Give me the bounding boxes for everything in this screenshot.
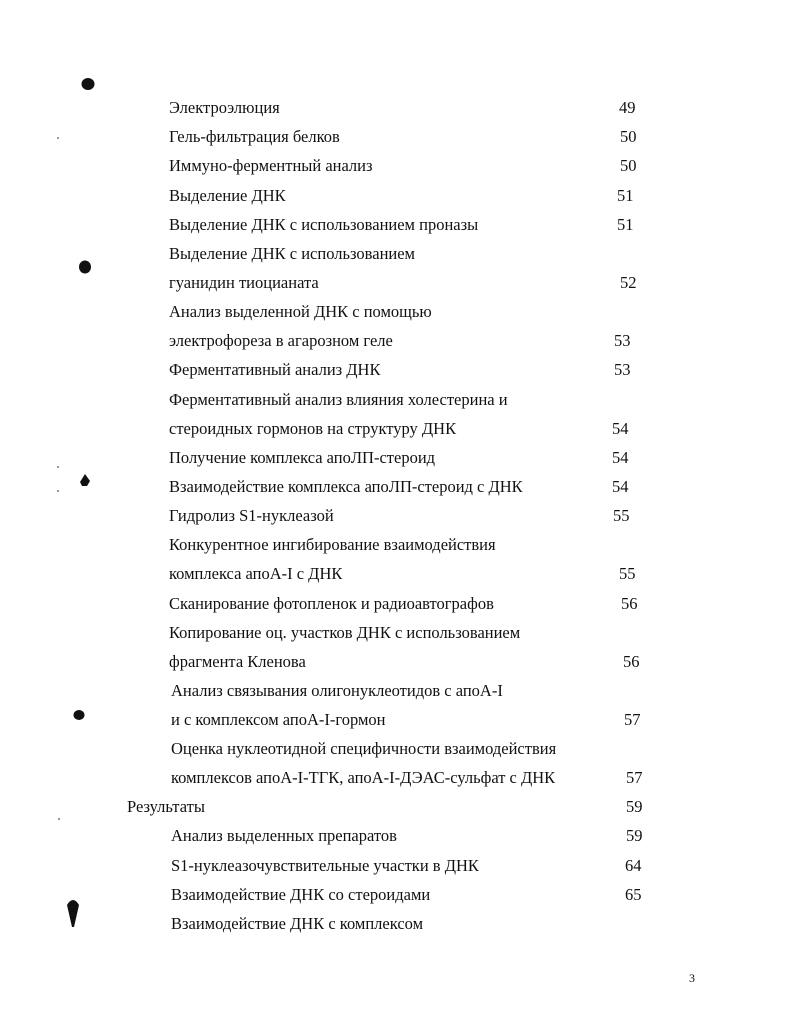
toc-entry-page: 51 bbox=[617, 186, 634, 205]
page-number: 3 bbox=[689, 971, 695, 985]
toc-entry-title: Выделение ДНК с использованием bbox=[169, 244, 415, 263]
toc-entry-page: 54 bbox=[612, 419, 629, 438]
toc-entry-page: 55 bbox=[619, 564, 636, 583]
section-heading: Результаты bbox=[127, 797, 205, 816]
punch-hole-blot bbox=[71, 707, 87, 723]
toc-entry-title: Взаимодействие ДНК с комплексом bbox=[171, 914, 424, 933]
toc-entry-title: стероидных гормонов на структуру ДНК bbox=[169, 419, 457, 438]
toc-entry-page: 56 bbox=[623, 652, 640, 671]
toc-entry-title: Взаимодействие ДНК со стероидами bbox=[171, 885, 431, 904]
toc-entry-title: Иммуно-ферментный анализ bbox=[169, 156, 373, 175]
toc-entry-title: Копирование оц. участков ДНК с использованием bbox=[169, 623, 521, 642]
toc-entry-page: 65 bbox=[625, 885, 642, 904]
toc-entry-title: Сканирование фотопленок и радиоавтографов bbox=[169, 594, 494, 613]
toc-entry-title: Получение комплекса апоЛП-стероид bbox=[169, 448, 436, 467]
toc-entry-page: 57 bbox=[624, 710, 641, 729]
toc-entry-page: 56 bbox=[621, 594, 638, 613]
toc-entry-title: Выделение ДНК с использованием проназы bbox=[169, 215, 479, 234]
toc-entry-title: гуанидин тиоцианата bbox=[169, 273, 319, 292]
toc-entry-title: Ферментативный анализ влияния холестерина и bbox=[169, 390, 508, 409]
punch-hole-blot bbox=[65, 897, 81, 929]
scan-speck bbox=[57, 466, 59, 468]
toc-entry-page: 50 bbox=[620, 156, 637, 175]
toc-entry-page: 57 bbox=[626, 768, 643, 787]
toc-entry-page: 54 bbox=[612, 448, 629, 467]
scan-speck bbox=[58, 818, 60, 820]
toc-entry-title: Анализ выделенных препаратов bbox=[171, 826, 397, 845]
punch-hole-blot bbox=[80, 76, 96, 92]
toc-entry-page: 52 bbox=[620, 273, 637, 292]
toc-entry-title: Конкурентное ингибирование взаимодействия bbox=[169, 535, 496, 554]
toc-entry-title: S1-нуклеазочувствительные участки в ДНК bbox=[171, 856, 479, 875]
toc-entry-page: 55 bbox=[613, 506, 630, 525]
punch-hole-blot bbox=[77, 472, 93, 488]
toc-entry-title: Электроэлюция bbox=[169, 98, 280, 117]
toc-entry-page: 59 bbox=[626, 797, 643, 816]
toc-entry-page: 59 bbox=[626, 826, 643, 845]
toc-entry-title: Анализ связывания олигонуклеотидов с апоА-I bbox=[171, 681, 503, 700]
toc-entry-page: 53 bbox=[614, 360, 631, 379]
toc-entry-page: 53 bbox=[614, 331, 631, 350]
toc-entry-title: комплекса апоА-I с ДНК bbox=[169, 564, 343, 583]
toc-entry-title: Взаимодействие комплекса апоЛП-стероид с ДНК bbox=[169, 477, 523, 496]
scan-speck bbox=[57, 137, 59, 139]
scan-speck bbox=[57, 490, 59, 492]
toc-entry-title: Гель-фильтрация белков bbox=[169, 127, 340, 146]
punch-hole-blot bbox=[77, 259, 93, 275]
toc-entry-title: электрофореза в агарозном геле bbox=[169, 331, 393, 350]
toc-entry-title: Выделение ДНК bbox=[169, 186, 286, 205]
toc-entry-title: фрагмента Кленова bbox=[169, 652, 306, 671]
toc-entry-title: и с комплексом апоА-I-гормон bbox=[171, 710, 386, 729]
toc-entry-title: Оценка нуклеотидной специфичности взаимодействия bbox=[171, 739, 557, 758]
toc-entry-title: Анализ выделенной ДНК с помощью bbox=[169, 302, 432, 321]
toc-entry-page: 54 bbox=[612, 477, 629, 496]
toc-entry-page: 64 bbox=[625, 856, 642, 875]
toc-entry-title: комплексов апоА-I-ТГК, апоА-I-ДЭАС-сульфат с ДНК bbox=[171, 768, 556, 787]
toc-entry-title: Гидролиз S1-нуклеазой bbox=[169, 506, 334, 525]
toc-entry-page: 51 bbox=[617, 215, 634, 234]
toc-entry-page: 49 bbox=[619, 98, 636, 117]
toc-entry-page: 50 bbox=[620, 127, 637, 146]
toc-entry-title: Ферментативный анализ ДНК bbox=[169, 360, 381, 379]
